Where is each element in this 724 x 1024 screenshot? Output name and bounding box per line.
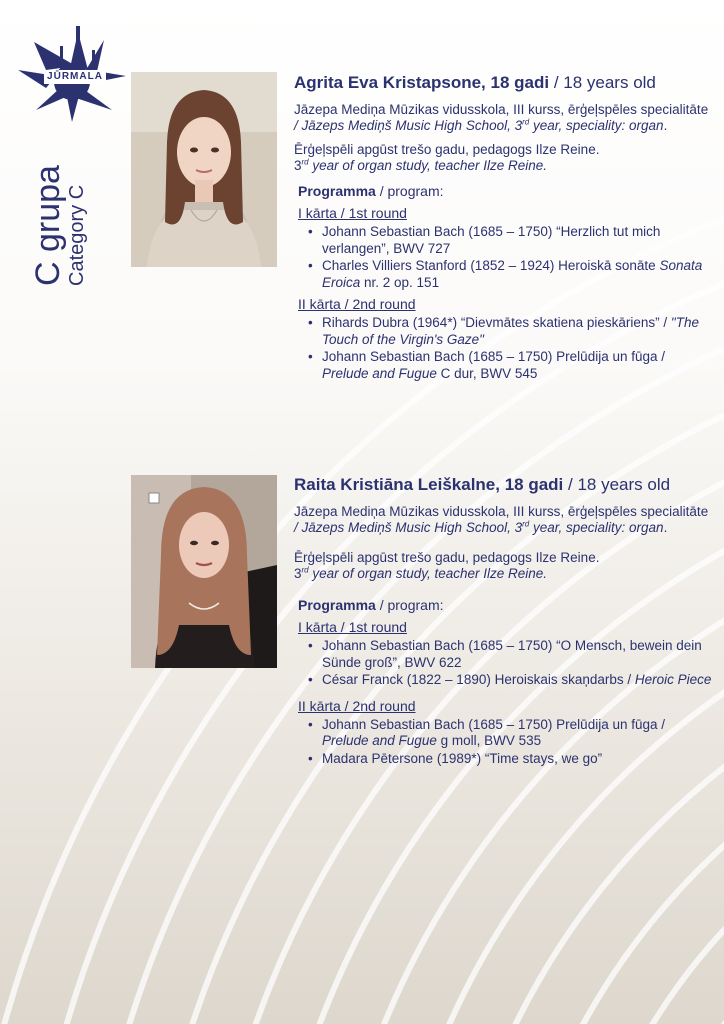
school-info: Jāzepa Mediņa Mūzikas vidusskola, III kurss, ērģeļspēles specialitāte / Jāzeps Mediņš Music High School, 3rd year, speciality: organ.: [294, 504, 709, 535]
round-1-heading: I kārta / 1st round: [298, 619, 407, 635]
portrait-photo-1: [131, 72, 277, 267]
study-info: Ērģeļspēli apgūst trešo gadu, pedagogs Ilze Reine. 3rd year of organ study, teacher Ilze Reine.: [294, 550, 600, 581]
group-title-lv: C grupa: [29, 165, 67, 286]
group-title-en: Category C: [66, 184, 88, 286]
program-heading: Programma / program:: [298, 597, 444, 613]
participant-name: Agrita Eva Kristapsone, 18 gadi / 18 years old: [294, 73, 656, 92]
round-2-list: [294, 315, 714, 382]
study-info: Ērģeļspēli apgūst trešo gadu, pedagogs Ilze Reine. 3rd year of organ study, teacher Ilze Reine.: [294, 142, 600, 173]
list-item: • Johann Sebastian Bach (1685 – 1750) Prelūdija un fūga / Prelude and Fugue C dur, BWV 545: [322, 349, 714, 382]
list-item: • Johann Sebastian Bach (1685 – 1750) “Herzlich tut mich verlangen”, BWV 727: [322, 224, 714, 257]
round-2-heading: II kārta / 2nd round: [298, 296, 416, 312]
round-1-list: [294, 224, 714, 291]
round-2-list: [294, 717, 714, 768]
list-item: • Madara Pētersone (1989*) “Time stays, we go”: [322, 751, 714, 768]
participant-entry-1: [294, 72, 714, 383]
list-item: • Johann Sebastian Bach (1685 – 1750) Prelūdija un fūga / Prelude and Fugue g moll, BWV 535: [322, 717, 714, 750]
participant-name: Raita Kristiāna Leiškalne, 18 gadi / 18 years old: [294, 475, 671, 494]
list-item: • Charles Villiers Stanford (1852 – 1924) Heroiskā sonāte Sonata Eroica nr. 2 op. 151: [322, 258, 714, 291]
program-heading: Programma / program:: [298, 183, 444, 199]
logo-text: JŪRMALA: [44, 70, 106, 84]
round-1-heading: I kārta / 1st round: [298, 205, 407, 221]
portrait-photo-2: [131, 475, 277, 668]
round-1-list: [294, 638, 714, 689]
category-title: [30, 165, 88, 286]
participant-entry-2: [294, 474, 714, 768]
list-item: • César Franck (1822 – 1890) Heroiskais skaņdarbs / Heroic Piece: [322, 672, 714, 689]
round-2-heading: II kārta / 2nd round: [298, 697, 416, 714]
list-item: • Johann Sebastian Bach (1685 – 1750) “O Mensch, bewein dein Sünde groß”, BWV 622: [322, 638, 714, 671]
school-info: Jāzepa Mediņa Mūzikas vidusskola, III kurss, ērģeļspēles specialitāte / Jāzeps Mediņš Music High School, 3rd year, speciality: organ.: [294, 102, 709, 133]
list-item: • Rihards Dubra (1964*) “Dievmātes skatiena pieskāriens” / "The Touch of the Virgin's Gaze": [322, 315, 714, 348]
